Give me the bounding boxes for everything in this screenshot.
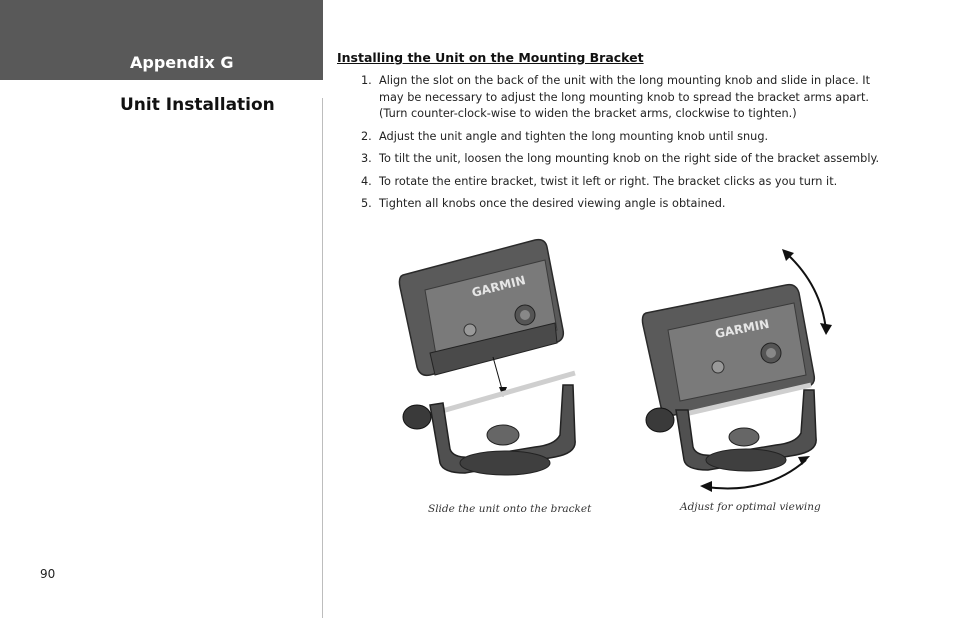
page-number: 90 bbox=[40, 567, 56, 581]
appendix-header-tab bbox=[0, 0, 323, 80]
step-text: To tilt the unit, loosen the long mounting knob on the right side of the bracket assembly. bbox=[379, 152, 880, 165]
vertical-divider bbox=[322, 98, 323, 618]
figure-slide-unit-illustration bbox=[395, 235, 595, 480]
step-text: Align the slot on the back of the unit with the long mounting knob and slide in place. It may be necessary to adjust the long mounting knob to spread the bracket arms apart. (Turn counter-clock-wise to widen the bracket arms, clockwise to tighten.) bbox=[379, 74, 871, 120]
step-item bbox=[337, 151, 897, 168]
figure-caption-slide: Slide the unit onto the bracket bbox=[428, 503, 592, 515]
step-number: 1. bbox=[361, 74, 372, 87]
instructions-heading: Installing the Unit on the Mounting Bracket bbox=[337, 50, 644, 65]
brand-logo: GARMIN bbox=[470, 273, 527, 300]
step-item bbox=[337, 129, 897, 146]
step-item bbox=[337, 73, 897, 123]
figure-caption-adjust: Adjust for optimal viewing bbox=[680, 501, 821, 513]
instruction-steps bbox=[337, 73, 897, 213]
step-number: 2. bbox=[361, 129, 372, 143]
step-number: 5. bbox=[361, 197, 372, 210]
step-text: To rotate the entire bracket, twist it left or right. The bracket clicks as you turn it. bbox=[379, 174, 838, 188]
step-text: Tighten all knobs once the desired viewing angle is obtained. bbox=[379, 197, 726, 210]
step-text: Adjust the unit angle and tighten the long mounting knob until snug. bbox=[379, 129, 769, 143]
figure-adjust-unit-illustration bbox=[636, 245, 836, 495]
section-title: Unit Installation bbox=[120, 95, 275, 115]
appendix-label: Appendix G bbox=[130, 53, 234, 72]
step-number: 4. bbox=[361, 174, 372, 188]
step-item bbox=[337, 174, 897, 191]
brand-logo: GARMIN bbox=[713, 316, 771, 341]
main-content bbox=[337, 50, 897, 219]
step-number: 3. bbox=[361, 152, 372, 165]
step-item bbox=[337, 196, 897, 213]
